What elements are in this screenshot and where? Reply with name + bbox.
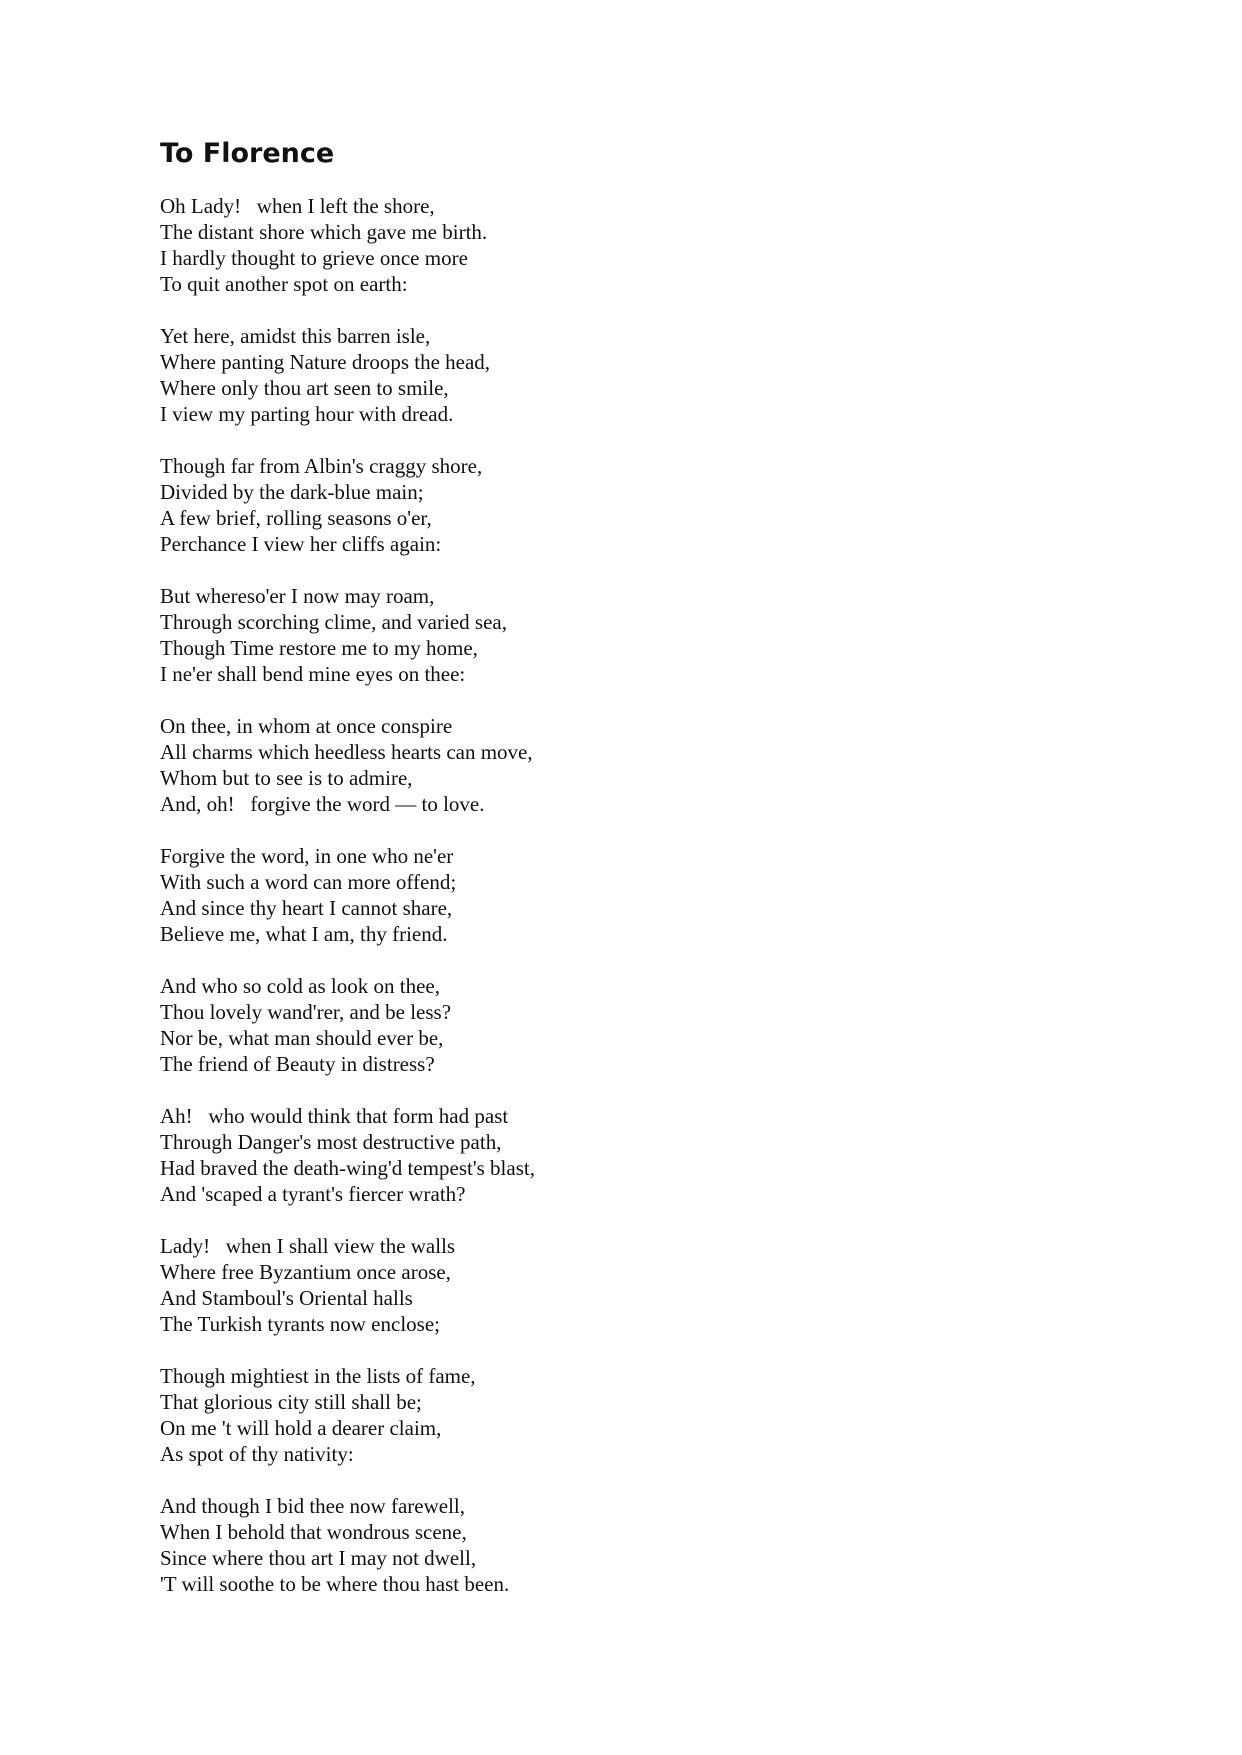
poem-line: And 'scaped a tyrant's fiercer wrath? <box>160 1182 466 1206</box>
poem-line: Since where thou art I may not dwell, <box>160 1546 477 1570</box>
poem-line: A few brief, rolling seasons o'er, <box>160 506 432 530</box>
poem-line: Where panting Nature droops the head, <box>160 350 491 374</box>
poem-line: That glorious city still shall be; <box>160 1390 422 1414</box>
poem-line: Lady! when I shall view the walls <box>160 1234 456 1258</box>
poem-line: The distant shore which gave me birth. <box>160 220 488 244</box>
poem-line: Yet here, amidst this barren isle, <box>160 324 431 348</box>
poem-line: With such a word can more offend; <box>160 870 457 894</box>
poem-line: And since thy heart I cannot share, <box>160 896 453 920</box>
poem-line: Thou lovely wand'rer, and be less? <box>160 1000 452 1024</box>
poem-line: Though mightiest in the lists of fame, <box>160 1364 476 1388</box>
poem-line: Where only thou art seen to smile, <box>160 376 449 400</box>
poem-line: As spot of thy nativity: <box>160 1442 354 1466</box>
poem-line: Divided by the dark-blue main; <box>160 480 424 504</box>
stanza <box>160 453 1060 557</box>
poem-line: All charms which heedless hearts can move, <box>160 740 533 764</box>
poem-line: The friend of Beauty in distress? <box>160 1052 435 1076</box>
stanza <box>160 583 1060 687</box>
stanza <box>160 323 1060 427</box>
poem-line: I ne'er shall bend mine eyes on thee: <box>160 662 466 686</box>
poem-line: When I behold that wondrous scene, <box>160 1520 467 1544</box>
poem-line: Nor be, what man should ever be, <box>160 1026 444 1050</box>
stanza <box>160 1103 1060 1207</box>
poem-line: And though I bid thee now farewell, <box>160 1494 466 1518</box>
poem-line: Had braved the death-wing'd tempest's blast, <box>160 1156 535 1180</box>
poem-body <box>160 193 1060 1623</box>
poem-line: To quit another spot on earth: <box>160 272 408 296</box>
poem-line: On thee, in whom at once conspire <box>160 714 453 738</box>
poem-line: Though far from Albin's craggy shore, <box>160 454 483 478</box>
poem-line: Though Time restore me to my home, <box>160 636 478 660</box>
poem-line: Believe me, what I am, thy friend. <box>160 922 448 946</box>
poem-line: Where free Byzantium once arose, <box>160 1260 451 1284</box>
poem-line: Perchance I view her cliffs again: <box>160 532 442 556</box>
poem-line: 'T will soothe to be where thou hast been. <box>160 1572 510 1596</box>
poem-line: Oh Lady! when I left the shore, <box>160 194 435 218</box>
poem-line: I view my parting hour with dread. <box>160 402 454 426</box>
stanza <box>160 1493 1060 1597</box>
poem-title: To Florence <box>160 138 335 169</box>
poem-line: And Stamboul's Oriental halls <box>160 1286 413 1310</box>
stanza <box>160 843 1060 947</box>
poem-line: I hardly thought to grieve once more <box>160 246 468 270</box>
stanza <box>160 973 1060 1077</box>
poem-line: But whereso'er I now may roam, <box>160 584 435 608</box>
poem-line: On me 't will hold a dearer claim, <box>160 1416 442 1440</box>
poem-line: Forgive the word, in one who ne'er <box>160 844 454 868</box>
poem-line: And, oh! forgive the word — to love. <box>160 792 485 816</box>
poem-line: Through scorching clime, and varied sea, <box>160 610 507 634</box>
stanza <box>160 1233 1060 1337</box>
stanza <box>160 1363 1060 1467</box>
poem-line: Ah! who would think that form had past <box>160 1104 509 1128</box>
stanza <box>160 713 1060 817</box>
poem-line: And who so cold as look on thee, <box>160 974 440 998</box>
poem-line: Whom but to see is to admire, <box>160 766 413 790</box>
poem-line: Through Danger's most destructive path, <box>160 1130 502 1154</box>
stanza <box>160 193 1060 297</box>
poem-line: The Turkish tyrants now enclose; <box>160 1312 440 1336</box>
